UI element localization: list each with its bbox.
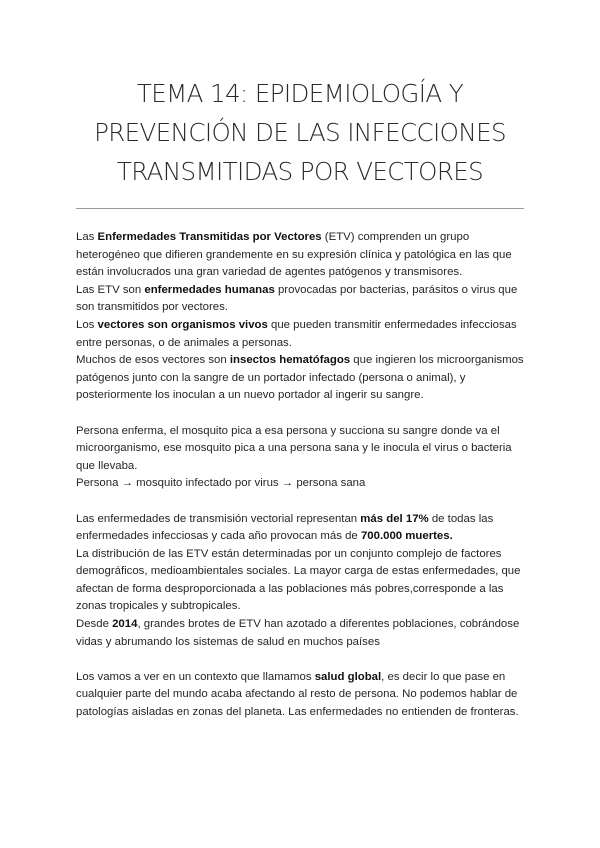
paragraph-global-health: Los vamos a ver en un contexto que llamamos salud global, es decir lo que pase en cualquier parte del mundo acaba afectando al resto de persona. No podemos hablar de patologías aisladas en zonas del planeta. Las enfermedades no entienden de fronteras. [76, 670, 519, 719]
paragraph-spacer [76, 651, 526, 669]
paragraph-mosquito-cycle: Persona enferma, el mosquito pica a esa persona y succiona su sangre donde va el microorganismo, ese mosquito pica a una persona sana y le inocula el virus o bacteria que llevaba. [76, 424, 512, 472]
paragraph-hematophagous: Muchos de esos vectores son insectos hematófagos que ingieren los microorganismos patógenos junto con la sangre de un portador infectado (persona o animal), y posteriormente los inoculan a un nuevo portador al ingerir su sangre. [76, 354, 524, 402]
title-divider [76, 208, 524, 209]
title-line: PREVENCIÓN DE LAS INFECCIONES [94, 118, 506, 147]
paragraph-etv-definition: Las Enfermedades Transmitidas por Vectores (ETV) comprenden un grupo heterogéneo que difieren grandemente en su expresión clínica y patológica en las que están involucrados una gran variedad de agentes patógenos y transmisores. [76, 231, 512, 279]
paragraph-vectors: Los vectores son organismos vivos que pueden transmitir enfermedades infecciosas entre personas, o de animales a personas. [76, 318, 517, 349]
paragraph-outbreaks: Desde 2014, grandes brotes de ETV han azotado a diferentes poblaciones, cobrándose vidas y abrumando los sistemas de salud en muchos países [76, 618, 520, 648]
paragraph-spacer [76, 493, 526, 511]
document-body [76, 229, 526, 722]
paragraph-transmission-chain: Persona → mosquito infectado por virus → persona sana [76, 477, 366, 490]
title-line: TRANSMITIDAS POR VECTORES [116, 157, 484, 186]
paragraph-spacer [76, 405, 526, 423]
paragraph-etv-human: Las ETV son enfermedades humanas provocadas por bacterias, parásitos o virus que son transmitidos por vectores. [76, 283, 518, 314]
title-line: TEMA 14: EPIDEMIOLOGÍA Y [136, 79, 464, 108]
paragraph-statistics: Las enfermedades de transmisión vectorial representan más del 17% de todas las enfermedades infecciosas y cada año provocan más de 700.000 muertes. [76, 512, 494, 543]
page-title [40, 74, 560, 191]
paragraph-distribution: La distribución de las ETV están determinadas por un conjunto complejo de factores demográficos, medioambientales sociales. La mayor carga de estas enfermedades, que afectan de forma desproporcionada a las poblaciones más pobres,corresponde a las zonas tropicales y subtropicales. [76, 547, 521, 613]
